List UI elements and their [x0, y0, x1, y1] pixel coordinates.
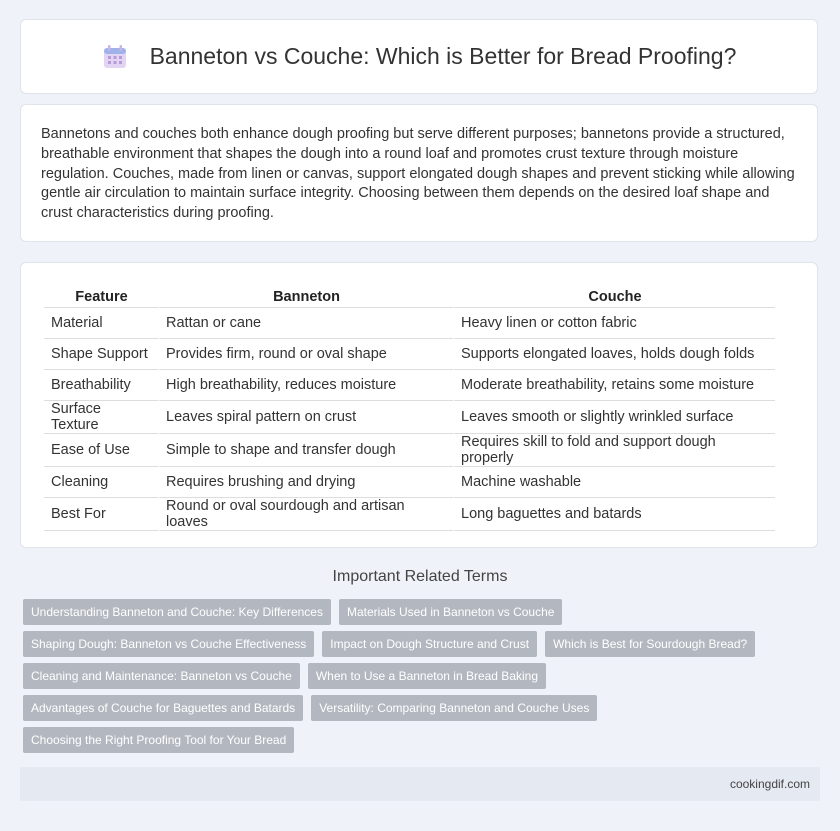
related-term-tag[interactable]: Impact on Dough Structure and Crust: [322, 631, 537, 657]
table-row: [43, 370, 775, 401]
related-term-tag[interactable]: Cleaning and Maintenance: Banneton vs Couche: [23, 663, 300, 689]
table-cell: Material: [43, 308, 158, 339]
table-cell: Leaves smooth or slightly wrinkled surface: [453, 401, 775, 434]
intro-text: Bannetons and couches both enhance dough proofing but serve different purposes; bannetons provide a structured, breathable environment that shapes the dough into a round loaf and promotes crust texture through moisture regulation. Couches, made from linen or canvas, support elongated dough shapes and prevent sticking while allowing gentle air circulation to maintain surface integrity. Choosing between them depends on the desired loaf shape and crust characteristics during proofing.: [41, 126, 795, 222]
table-cell: Requires skill to fold and support dough properly: [453, 434, 775, 467]
table-row: [43, 401, 775, 434]
table-row: [43, 498, 775, 531]
related-terms-heading: Important Related Terms: [332, 568, 508, 585]
table-cell: Simple to shape and transfer dough: [158, 434, 453, 467]
intro-card: [20, 104, 818, 242]
header-banneton: Banneton: [158, 285, 453, 308]
table-cell: Surface Texture: [43, 401, 158, 434]
related-term-tag[interactable]: Advantages of Couche for Baguettes and Batards: [23, 695, 303, 721]
related-term-tag[interactable]: Versatility: Comparing Banneton and Couche Uses: [311, 695, 597, 721]
related-term-tag[interactable]: When to Use a Banneton in Bread Baking: [308, 663, 546, 689]
related-term-tag[interactable]: Which is Best for Sourdough Bread?: [545, 631, 755, 657]
table-cell: High breathability, reduces moisture: [158, 370, 453, 401]
table-cell: Provides firm, round or oval shape: [158, 339, 453, 370]
table-cell: Machine washable: [453, 467, 775, 498]
header-couche: Couche: [453, 285, 775, 308]
table-cell: Round or oval sourdough and artisan loaves: [158, 498, 453, 531]
table-row: [43, 339, 775, 370]
table-cell: Best For: [43, 498, 158, 531]
table-header-row: [43, 285, 775, 308]
calendar-icon: [102, 44, 128, 70]
comparison-card: [20, 262, 818, 548]
table-row: [43, 434, 775, 467]
table-cell: Moderate breathability, retains some moisture: [453, 370, 775, 401]
related-term-tag[interactable]: Choosing the Right Proofing Tool for Your Bread: [23, 727, 294, 753]
comparison-table: [43, 285, 775, 531]
site-name[interactable]: cookingdif.com: [729, 777, 810, 791]
table-row: [43, 308, 775, 339]
related-terms-list: [23, 599, 813, 759]
table-cell: Leaves spiral pattern on crust: [158, 401, 453, 434]
related-term-tag[interactable]: Materials Used in Banneton vs Couche: [339, 599, 562, 625]
table-cell: Requires brushing and drying: [158, 467, 453, 498]
table-cell: Shape Support: [43, 339, 158, 370]
footer: [20, 767, 820, 801]
table-cell: Long baguettes and batards: [453, 498, 775, 531]
table-cell: Ease of Use: [43, 434, 158, 467]
table-cell: Breathability: [43, 370, 158, 401]
table-cell: Supports elongated loaves, holds dough folds: [453, 339, 775, 370]
page-title: Banneton vs Couche: Which is Better for Bread Proofing?: [149, 43, 737, 69]
table-row: [43, 467, 775, 498]
related-term-tag[interactable]: Shaping Dough: Banneton vs Couche Effectiveness: [23, 631, 314, 657]
header-feature: Feature: [43, 285, 158, 308]
related-term-tag[interactable]: Understanding Banneton and Couche: Key Differences: [23, 599, 331, 625]
table-cell: Heavy linen or cotton fabric: [453, 308, 775, 339]
table-cell: Rattan or cane: [158, 308, 453, 339]
title-card: [20, 19, 818, 94]
table-cell: Cleaning: [43, 467, 158, 498]
